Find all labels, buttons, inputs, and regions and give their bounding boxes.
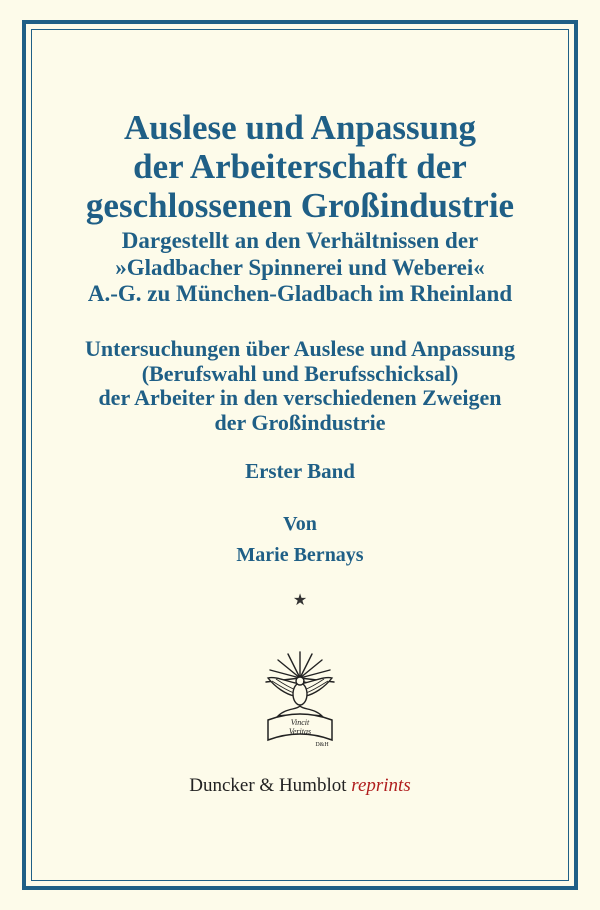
- subtitle-line: »Gladbacher Spinnerei und Weberei«: [115, 254, 485, 280]
- title-line: Auslese und Anpassung: [123, 108, 477, 147]
- star-icon: ★: [292, 592, 308, 609]
- eagle-seal-icon: [258, 648, 342, 748]
- series-line: (Berufswahl und Berufsschicksal): [141, 360, 459, 386]
- volume-label: Erster Band: [245, 459, 355, 483]
- title-line: der Arbeiterschaft der: [133, 147, 467, 186]
- publisher: [40, 774, 560, 798]
- logo-initials: D&H: [315, 742, 329, 748]
- logo-motto: Vincit: [290, 718, 310, 727]
- author-name: Marie Bernays: [236, 544, 364, 566]
- by-label: Von: [283, 513, 317, 535]
- logo-motto: Veritas: [288, 727, 312, 736]
- publisher-imprint: reprints: [351, 775, 411, 796]
- series-title: [40, 337, 560, 435]
- subtitle-line: A.-G. zu München-Gladbach im Rheinland: [87, 281, 513, 306]
- series-line: Untersuchungen über Auslese und Anpassung: [85, 336, 515, 361]
- title-line: geschlossenen Großindustrie: [85, 186, 515, 225]
- series-line: der Großindustrie: [214, 409, 386, 435]
- series-line: der Arbeiter in den verschiedenen Zweigen: [98, 385, 502, 410]
- subtitle-line: Dargestellt an den Verhältnissen der: [121, 228, 479, 253]
- book-subtitle: [40, 228, 560, 308]
- publisher-name: Duncker & Humblot: [189, 775, 347, 796]
- book-title: [40, 108, 560, 225]
